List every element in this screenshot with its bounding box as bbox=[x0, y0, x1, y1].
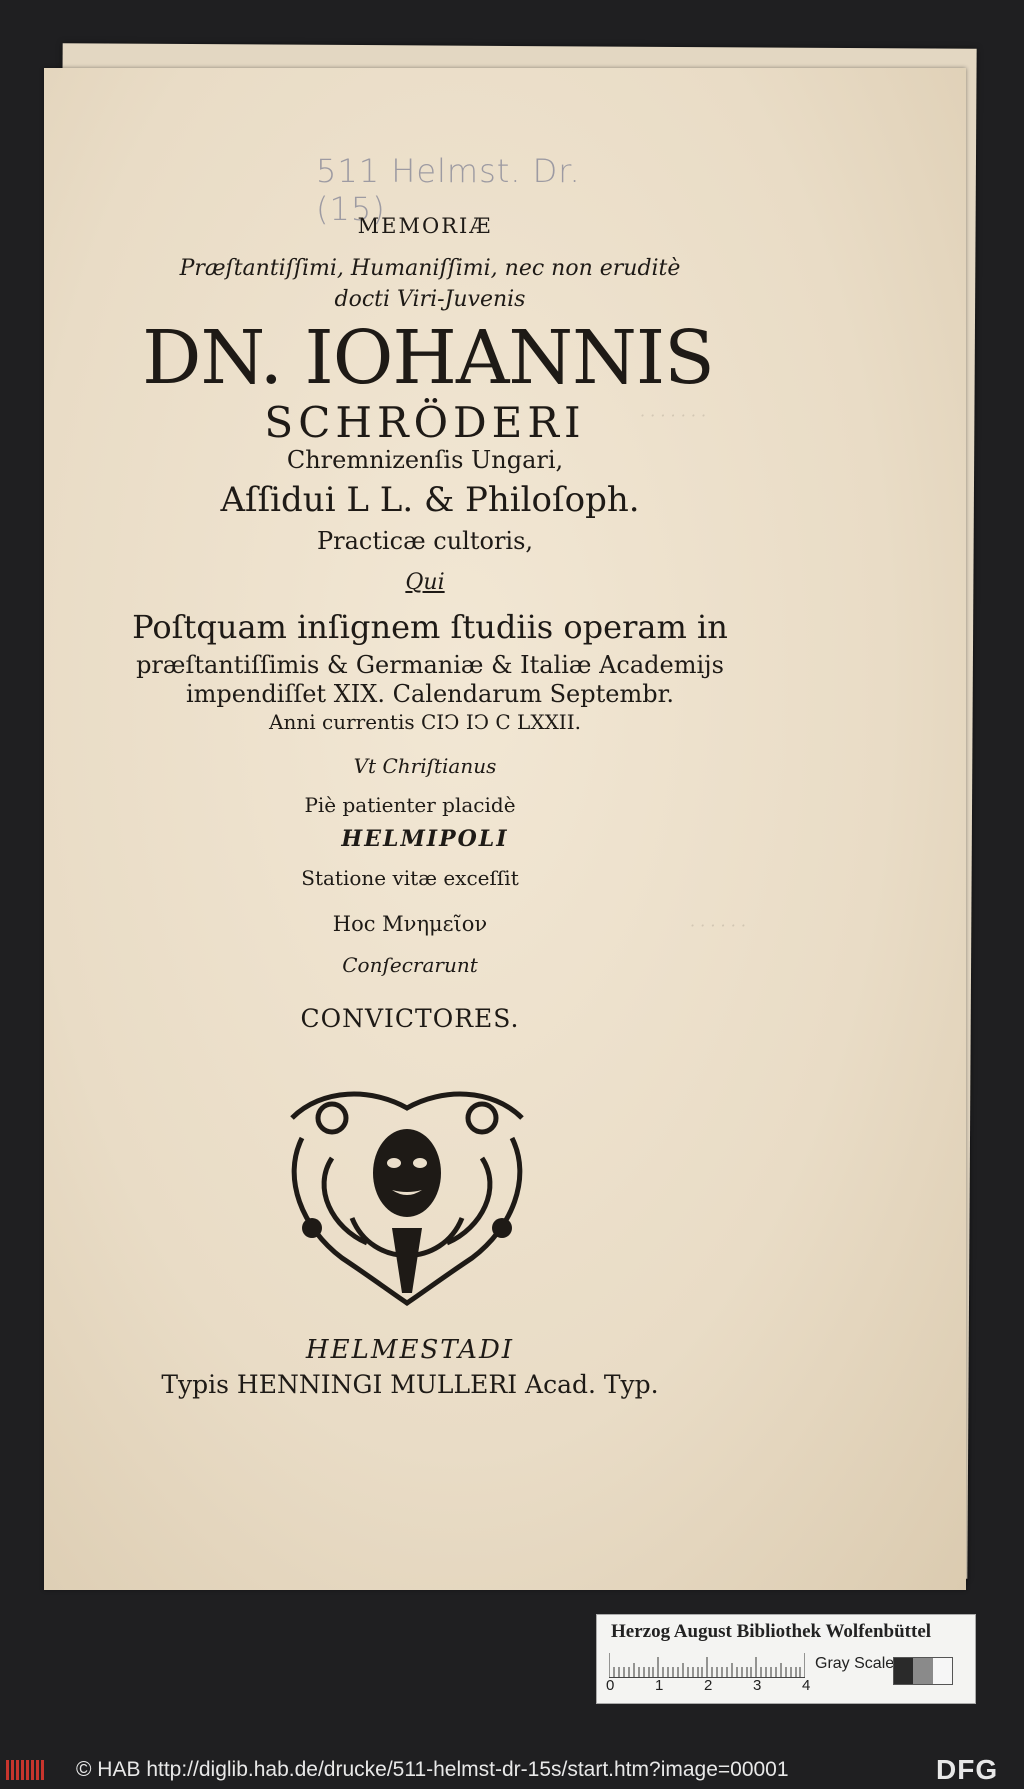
text-line: Aſſidui L L. & Philoſoph. bbox=[220, 480, 640, 520]
text-line: impendiſſet XIX. Calendarum Septembr. bbox=[185, 680, 675, 708]
card-title: Herzog August Bibliothek Wolfenbüttel bbox=[611, 1621, 932, 1642]
ruler-scale bbox=[609, 1653, 805, 1678]
text-line: Chremnizenſis Ungari, bbox=[286, 446, 564, 474]
surname-title: SCHRÖDERI bbox=[264, 398, 586, 447]
footer-link[interactable]: © HAB http://diglib.hab.de/drucke/511-helmst-dr-15s/start.htm?image=00001 bbox=[76, 1758, 789, 1781]
text-line: HELMIPOLI bbox=[341, 826, 509, 852]
swatch-dark bbox=[894, 1658, 913, 1684]
text-line: docti Viri-Juvenis bbox=[334, 287, 526, 312]
hab-logo-icon bbox=[6, 1758, 46, 1782]
bleed-through: · · · · · · bbox=[690, 916, 746, 935]
text-line: præſtantiſſimis & Germaniæ & Italiæ Academijs bbox=[136, 651, 724, 679]
ruler-number: 2 bbox=[704, 1677, 713, 1694]
bleed-through: · · · · · · · bbox=[640, 406, 707, 425]
text-line: Poſtquam inſignem ſtudiis operam in bbox=[132, 608, 728, 646]
gray-scale-label: Gray Scale bbox=[815, 1655, 895, 1672]
color-scale-card bbox=[596, 1614, 976, 1704]
signatories: CONVICTORES. bbox=[300, 1004, 520, 1033]
text-line: Practicæ cultoris, bbox=[316, 527, 534, 555]
footer-bar bbox=[0, 1750, 1024, 1789]
text-line: Hoc Μνημεῖον bbox=[332, 912, 488, 936]
ruler-number: 3 bbox=[753, 1677, 762, 1694]
heading-memoriae: MEMORIÆ bbox=[357, 214, 493, 238]
text-line: Anni currentis CIↃ IↃ C LXXII. bbox=[269, 710, 581, 734]
text-line: Conſecrarunt bbox=[342, 953, 478, 977]
gray-swatches bbox=[893, 1657, 953, 1685]
text-line: Statione vitæ exceſſit bbox=[301, 866, 519, 890]
text-line: Vt Chriſtianus bbox=[353, 754, 497, 778]
text-line: Piè patienter placidè bbox=[304, 793, 516, 817]
ruler-number: 0 bbox=[606, 1677, 615, 1694]
text-line: Qui bbox=[405, 570, 445, 595]
name-title: DN. IOHANNIS bbox=[142, 315, 714, 401]
ruler-number: 4 bbox=[802, 1677, 811, 1694]
imprint-place: HELMESTADI bbox=[305, 1335, 515, 1365]
printer-ornament-icon bbox=[272, 1078, 542, 1308]
swatch-light bbox=[933, 1658, 952, 1684]
swatch-mid bbox=[913, 1658, 932, 1684]
dfg-logo: DFG bbox=[936, 1754, 999, 1785]
ruler-number: 1 bbox=[655, 1677, 664, 1694]
handwritten-shelfmark: 511 Helmst. Dr. (15) bbox=[316, 152, 581, 228]
text-line: Præſtantiſſimi, Humaniſſimi, nec non eruditè bbox=[179, 256, 681, 281]
imprint-printer: Typis HENNINGI MULLERI Acad. Typ. bbox=[161, 1370, 659, 1399]
